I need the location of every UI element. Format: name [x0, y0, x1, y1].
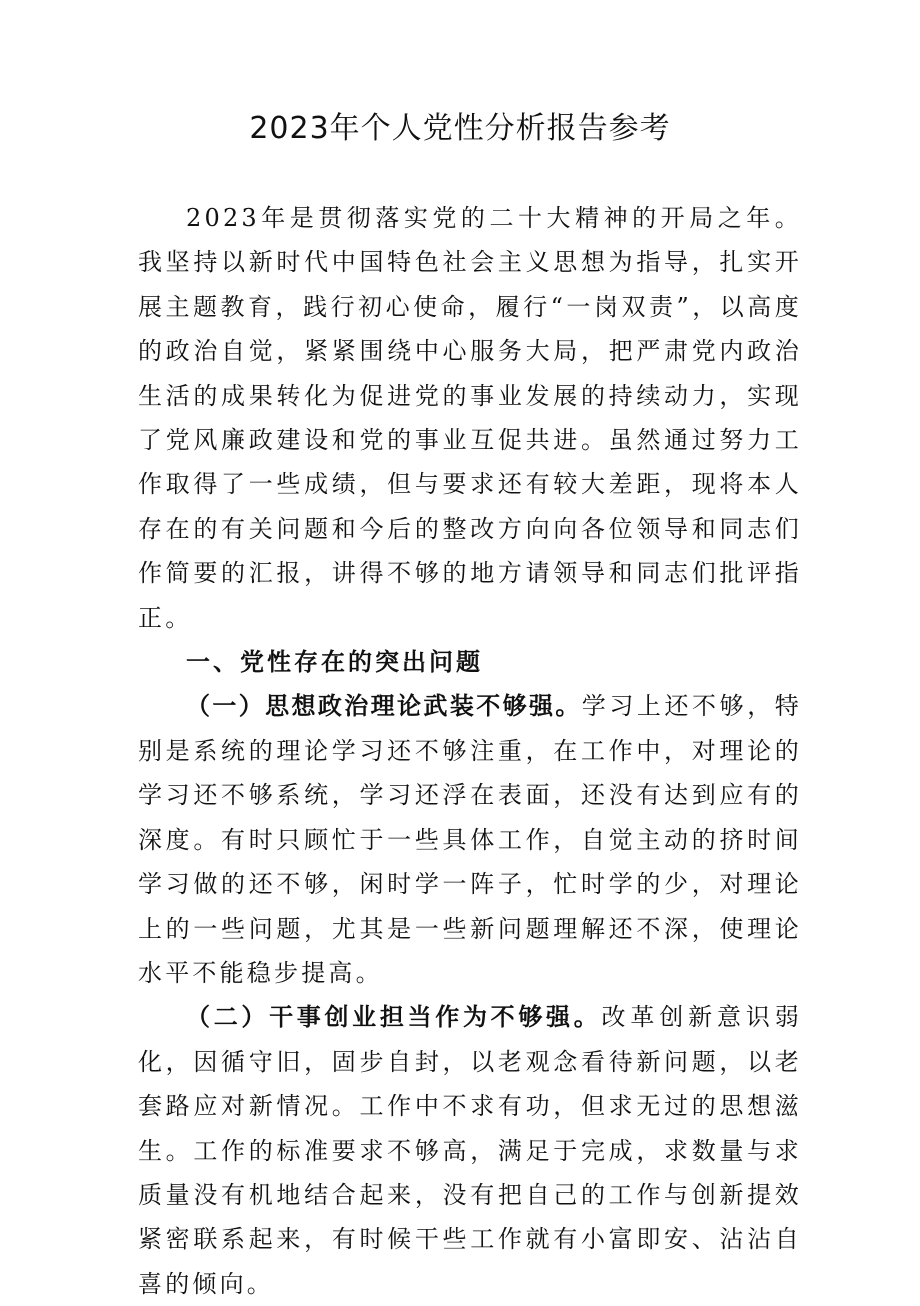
- document-body: [138, 196, 802, 1306]
- intro-paragraph: 2023年是贯彻落实党的二十大精神的开局之年。我坚持以新时代中国特色社会主义思想为指导，扎实开展主题教育，践行初心使命，履行“一岗双责”，以高度的政治自觉，紧紧围绕中心服务大局，把严肃党内政治生活的成果转化为促进党的事业发展的持续动力，实现了党风廉政建设和党的事业互促共进。虽然通过努力工作取得了一些成绩，但与要求还有较大差距，现将本人存在的有关问题和今后的整改方向向各位领导和同志们作简要的汇报，讲得不够的地方请领导和同志们批评指正。: [138, 204, 802, 632]
- section-item-2: [138, 995, 802, 1306]
- document-title: 2023年个人党性分析报告参考: [249, 111, 671, 146]
- section-item-1-label: （一）思想政治理论武装不够强。: [186, 692, 582, 721]
- section-item-2-label: （二）干事创业担当作为不够强。: [186, 1003, 602, 1032]
- section-item-2-text: 改革创新意识弱化，因循守旧，固步自封，以老观念看待新问题，以老套路应对新情况。工作中不求有功，但求无过的思想滋生。工作的标准要求不够高，满足于完成，求数量与求质量没有机地结合起来，没有把自己的工作与创新提效紧密联系起来，有时候干些工作就有小富即安、沾沾自喜的倾向。: [138, 1003, 803, 1298]
- section-item-1-text: 学习上还不够，特别是系统的理论学习还不够注重，在工作中，对理论的学习还不够系统，学习还浮在表面，还没有达到应有的深度。有时只顾忙于一些具体工作，自觉主动的挤时间学习做的还不够，闲时学一阵子，忙时学的少，对理论上的一些问题，尤其是一些新问题理解还不深，使理论水平不能稳步提高。: [138, 692, 803, 987]
- section-heading: 一、党性存在的突出问题: [186, 648, 483, 677]
- section-item-1: [138, 684, 802, 995]
